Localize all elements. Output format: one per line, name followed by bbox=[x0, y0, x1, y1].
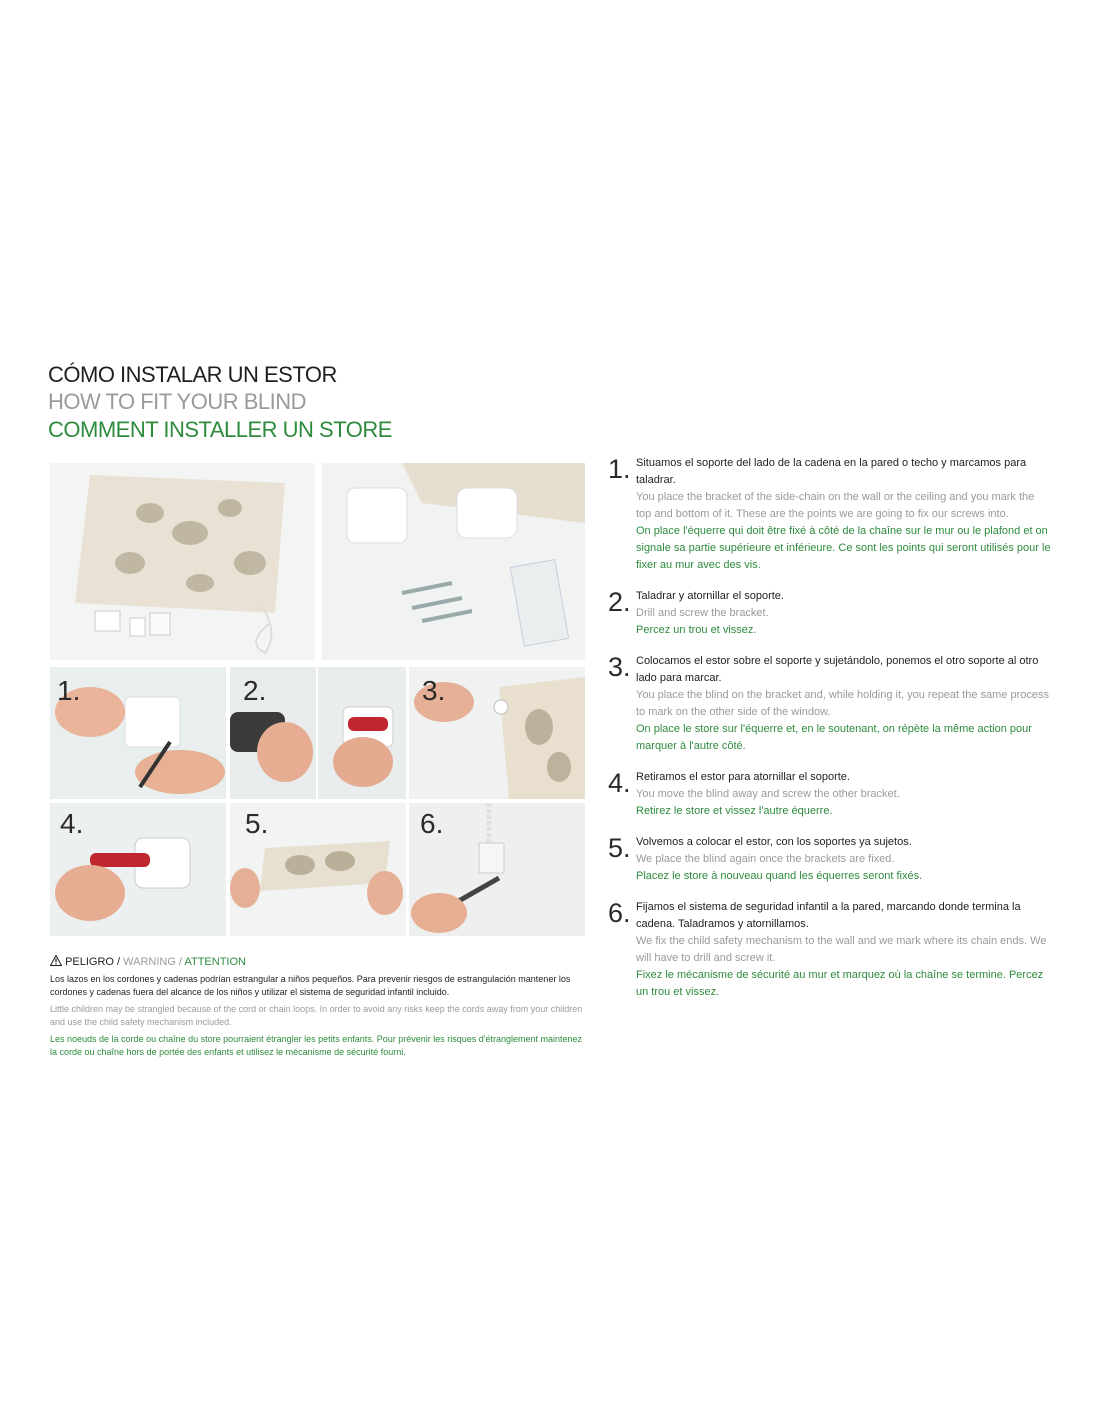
step-text-es: Situamos el soporte del lado de la cadena en la pared o techo y marcamos para taladrar. bbox=[636, 457, 1027, 486]
step-text-fr: Retirez le store et vissez l'autre équerre. bbox=[636, 805, 833, 817]
step-number: 6. bbox=[608, 898, 631, 928]
title-spanish: CÓMO INSTALAR UN ESTOR bbox=[48, 362, 337, 387]
photo-blind-kit bbox=[50, 463, 315, 660]
step-text-es: Volvemos a colocar el estor, con los soportes ya sujetos. bbox=[636, 836, 912, 848]
step-text-fr: On place le store sur l'équerre et, en le soutenant, on répète la même action pour marquer à l'autre côté. bbox=[636, 723, 1032, 752]
instructions-list bbox=[608, 455, 1052, 1015]
step-text-en: You place the bracket of the side-chain on the wall or the ceiling and you mark the top and bottom of it. These are the points we are going to fix our screws into. bbox=[636, 491, 1035, 520]
step-number: 2. bbox=[608, 587, 631, 617]
step-text-es: Retiramos el estor para atornillar el soporte. bbox=[636, 771, 850, 783]
step-text-en: You move the blind away and screw the other bracket. bbox=[636, 788, 900, 800]
step-text-es: Fijamos el sistema de seguridad infantil a la pared, marcando donde termina la cadena. Taladramos y atornillamos. bbox=[636, 901, 1021, 930]
photo-brackets-screws bbox=[322, 463, 585, 660]
warning-section bbox=[50, 955, 590, 1063]
step-number: 4. bbox=[608, 768, 631, 798]
warning-separator: / bbox=[175, 956, 185, 968]
warning-separator: / bbox=[113, 956, 124, 968]
step-text-es: Taladrar y atornillar el soporte. bbox=[636, 590, 784, 602]
title-french: COMMENT INSTALLER UN STORE bbox=[48, 417, 392, 442]
step-text-en: Drill and screw the bracket. bbox=[636, 607, 769, 619]
title-english: HOW TO FIT YOUR BLIND bbox=[48, 389, 307, 414]
warning-heading bbox=[50, 955, 590, 969]
step-text-fr: On place l'équerre qui doit être fixé à côté de la chaîne sur le mur ou le plafond et on signale sa partie supérieure et inférieure. Ce sont les points qui seront utilisés pour le fixer au mur avec des vis. bbox=[636, 525, 1051, 571]
step-text-en: We place the blind again once the brackets are fixed. bbox=[636, 853, 895, 865]
warning-text-en: Little children may be strangled because of the cord or chain loops. In order to avoid any risks keep the cords away from your children and use the child safety mechanism included. bbox=[50, 1004, 583, 1027]
step-4 bbox=[608, 769, 1052, 820]
photo-label-5: 5. bbox=[245, 808, 269, 839]
step-number: 5. bbox=[608, 833, 631, 863]
step-text-en: We fix the child safety mechanism to the wall and we mark where its chain ends. We will have to drill and screw it. bbox=[636, 935, 1047, 964]
warning-word-fr: ATTENTION bbox=[184, 956, 246, 968]
warning-text-es: Los lazos en los cordones y cadenas podrían estrangular a niños pequeños. Para prevenir riesgos de estrangulación mantener los cordones y cadenas fuera del alcance de los niños y utilizar el sistema de seguridad infantil incluido. bbox=[50, 974, 571, 997]
photo-label-3: 3. bbox=[422, 675, 446, 706]
step-number: 3. bbox=[608, 652, 631, 682]
step-text-fr: Fixez le mécanisme de sécurité au mur et marquez où la chaîne se termine. Percez un trou et vissez. bbox=[636, 969, 1044, 998]
photo-label-2: 2. bbox=[243, 675, 267, 706]
warning-word-es: PELIGRO bbox=[65, 956, 114, 968]
step-text-fr: Placez le store à nouveau quand les équerres seront fixés. bbox=[636, 870, 923, 882]
photo-label-6: 6. bbox=[420, 808, 444, 839]
photo-step-2-screw bbox=[318, 667, 406, 799]
step-text-en: You place the blind on the bracket and, while holding it, you repeat the same process to mark on the other side of the window. bbox=[636, 689, 1049, 718]
step-6 bbox=[608, 899, 1052, 1001]
step-2 bbox=[608, 588, 1052, 639]
step-text-fr: Percez un trou et vissez. bbox=[636, 624, 757, 636]
step-1 bbox=[608, 455, 1052, 574]
photo-label-4: 4. bbox=[60, 808, 84, 839]
step-text-es: Colocamos el estor sobre el soporte y sujetándolo, ponemos el otro soporte al otro lado para marcar. bbox=[636, 655, 1039, 684]
photo-label-1: 1. bbox=[57, 675, 81, 706]
step-5 bbox=[608, 834, 1052, 885]
step-3 bbox=[608, 653, 1052, 755]
warning-text-fr: Les noeuds de la corde ou chaîne du store pourraient étrangler les petits enfants. Pour prévenir les risques d'étranglement maintenez la corde ou chaîne hors de portée des enfants et utilisez le mécanisme de sécurité fourni. bbox=[50, 1034, 583, 1057]
step-number: 1. bbox=[608, 454, 631, 484]
warning-triangle-icon bbox=[50, 955, 62, 966]
warning-word-en: WARNING bbox=[123, 956, 176, 968]
